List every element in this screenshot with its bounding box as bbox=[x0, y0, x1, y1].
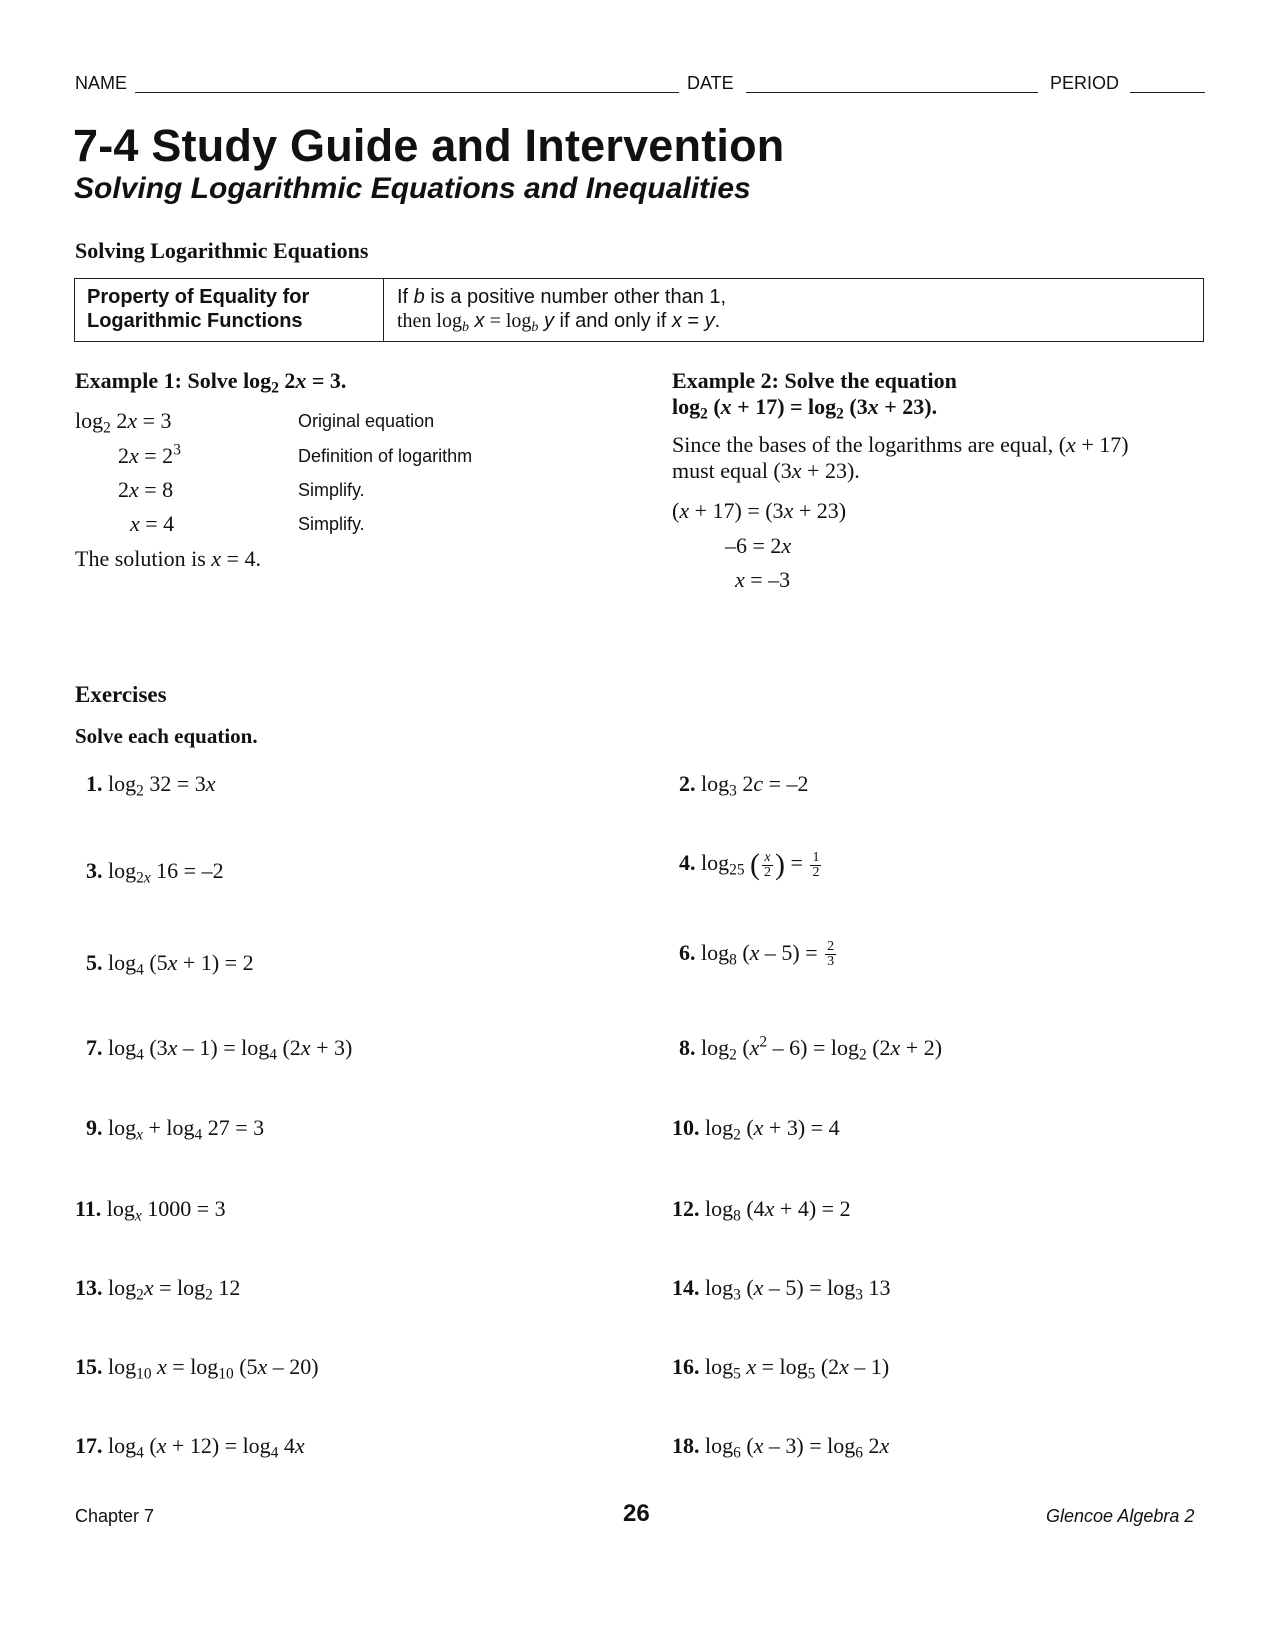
example1-step3-note: Simplify. bbox=[298, 480, 365, 500]
exercise-3: 3. $\log_{2x} 16 = -2$ bbox=[86, 858, 224, 887]
example2-step3: x = –3 bbox=[735, 567, 791, 592]
exercise-11: 11. $\log_x 1000 = 3$ bbox=[75, 1196, 226, 1225]
exercise-1: 1. $\log_2 32 = 3x$ bbox=[86, 771, 216, 800]
exercise-9: 9. $\log_x + \log_4 27 = 3$ bbox=[86, 1115, 265, 1144]
exercise-10: 10. $\log_2 (x + 3) = 4$ bbox=[672, 1115, 840, 1144]
example2-text-line1: Since the bases of the logarithms are equal, (x + 17) bbox=[672, 432, 1129, 457]
property-name-line2: Logarithmic Functions bbox=[87, 310, 303, 332]
exercise-15: 15. $\log_{10} x = \log_{10} (5x - 20)$ bbox=[75, 1354, 319, 1383]
example1-step1-note: Original equation bbox=[298, 411, 435, 431]
exercise-17: 17. $\log_4 (x + 12) = \log_4 4x$ bbox=[75, 1433, 305, 1462]
exercise-16: 16. $\log_5 x = \log_5 (2x - 1)$ bbox=[672, 1354, 890, 1383]
exercise-6: 6. $\log_8 (x - 5)$ = $\frac{2}{3}$ bbox=[679, 939, 835, 970]
exercise-13: 13. $\log_2x = \log_2 12$ bbox=[75, 1275, 241, 1304]
footer-chapter: Chapter 7 bbox=[75, 1506, 155, 1526]
example2-text-line2: must equal (3x + 23). bbox=[672, 458, 860, 483]
example1-step4-note: Simplify. bbox=[298, 514, 365, 534]
period-label: PERIOD bbox=[1050, 73, 1120, 93]
example1-conclusion: The solution is x = 4. bbox=[75, 546, 261, 571]
example1-step4: x = 4 bbox=[130, 511, 175, 536]
footer-book-title: Glencoe Algebra 2 bbox=[1046, 1506, 1195, 1526]
exercises-heading: Exercises bbox=[75, 682, 167, 707]
section-heading: Solving Logarithmic Equations bbox=[75, 238, 369, 263]
exercise-7: 7. $\log_4 (3x - 1) = \log_4 (2x + 3)$ bbox=[86, 1035, 353, 1064]
example1-title: Example 1: Solve $\log_2 2x = 3$. bbox=[75, 368, 347, 397]
property-text-line1: If b is a positive number other than 1, bbox=[397, 286, 727, 308]
example2-title: Example 2: Solve the equation bbox=[672, 368, 957, 393]
exercises-instructions: Solve each equation. bbox=[75, 724, 258, 748]
date-blank[interactable] bbox=[746, 92, 1038, 93]
date-label: DATE bbox=[687, 73, 734, 93]
example2-step1: (x + 17) = (3x + 23) bbox=[672, 498, 847, 523]
name-blank[interactable] bbox=[135, 92, 679, 93]
exercise-12: 12. $\log_8 (4x + 4) = 2$ bbox=[672, 1196, 851, 1225]
example2-step2: –6 = 2x bbox=[725, 533, 792, 558]
example2-equation: $\log_2 (x + 17) = \log_2 (3x + 23)$. bbox=[672, 394, 938, 423]
page-subtitle: Solving Logarithmic Equations and Inequalities bbox=[74, 172, 751, 205]
exercise-5: 5. $\log_4 (5x + 1) = 2$ bbox=[86, 950, 254, 979]
period-blank[interactable] bbox=[1130, 92, 1205, 93]
exercise-14: 14. $\log_3 (x - 5) = \log_3 13$ bbox=[672, 1275, 891, 1304]
example1-step1: $\log_2 2x = 3$ bbox=[75, 408, 172, 437]
exercise-2: 2. $\log_3 2c = -2$ bbox=[679, 771, 809, 800]
property-text-cell bbox=[385, 279, 1203, 341]
exercise-8: 8. $\log_2 (x^2 - 6) = \log_2 (2x + 2)$ bbox=[679, 1033, 943, 1064]
exercise-18: 18. $\log_6 (x - 3) = \log_6 2x$ bbox=[672, 1433, 890, 1462]
property-name-cell bbox=[75, 279, 384, 341]
property-text-line2: then $\log_b x = \log_b y$ if and only if x = y. bbox=[397, 310, 721, 335]
name-label: NAME bbox=[75, 73, 128, 93]
example1-step3: 2x = 8 bbox=[118, 477, 174, 502]
example1-step2-note: Definition of logarithm bbox=[298, 446, 473, 466]
property-box bbox=[74, 278, 1204, 342]
footer-page-number: 26 bbox=[623, 1500, 650, 1527]
property-name-line1: Property of Equality for bbox=[87, 286, 310, 308]
page-title: 7-4 Study Guide and Intervention bbox=[73, 120, 785, 171]
example1-step2: $2x = 2^3$ bbox=[118, 441, 181, 468]
exercise-4: 4. $\log_{25}$ ( $\frac{x}{2}$ ) = $\frac{1}{2}$ bbox=[679, 848, 820, 881]
student-info-header bbox=[75, 73, 1205, 101]
